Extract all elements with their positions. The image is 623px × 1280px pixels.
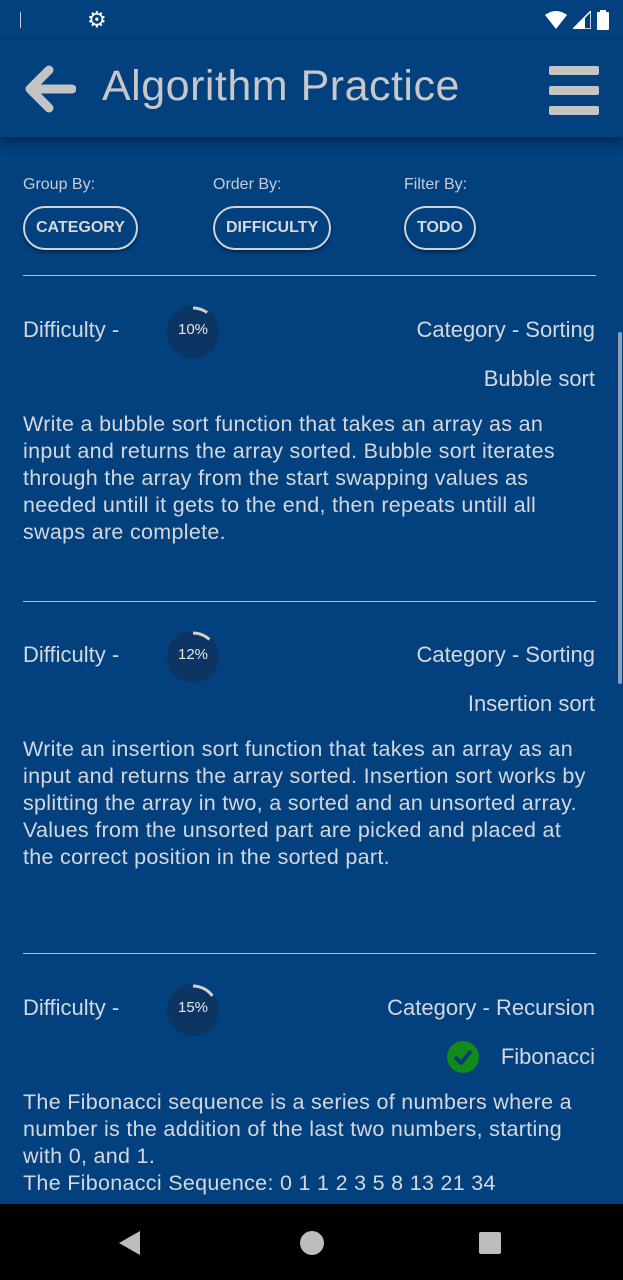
order-by-button[interactable]: DIFFICULTY — [213, 206, 331, 250]
status-divider — [20, 12, 21, 28]
problem-description: Write an insertion sort function that takes an array as an input and returns the array sorted. Insertion sort works by splitting the array in two, a sorted and an unsorted array. Values from the unsorted part are picked and placed at the correct position in the sorted part. — [23, 737, 586, 869]
nav-back-icon[interactable] — [118, 1230, 142, 1256]
page-title: Algorithm Practice — [102, 62, 460, 110]
signal-icon — [573, 11, 591, 29]
group-by-button[interactable]: CATEGORY — [23, 206, 138, 250]
difficulty-progress — [166, 983, 220, 1037]
problem-name: Insertion sort — [467, 691, 595, 716]
divider — [23, 275, 596, 276]
category-label: Category - Sorting — [416, 642, 595, 667]
problem-name: Bubble sort — [483, 366, 595, 391]
order-by-label: Order By: — [213, 176, 282, 193]
filter-by — [404, 176, 476, 250]
difficulty-progress — [166, 630, 220, 684]
group-by-label: Group By: — [23, 176, 96, 193]
difficulty-label: Difficulty - — [23, 995, 120, 1020]
group-by — [23, 176, 138, 250]
completed-check-icon — [447, 1041, 479, 1073]
settings-icon: ⚙ — [87, 7, 107, 32]
description-text: The Fibonacci sequence is a series of numbers where a number is the addition of the last two numbers, starting with 0, and 1. — [23, 1090, 572, 1168]
problem-card[interactable] — [23, 630, 595, 871]
difficulty-progress — [166, 305, 220, 359]
system-nav-bar — [0, 1204, 623, 1280]
problem-description — [23, 1089, 595, 1197]
difficulty-value: 15% — [177, 999, 209, 1016]
difficulty-value: 12% — [177, 646, 209, 663]
status-bar — [0, 0, 623, 40]
filter-by-label: Filter By: — [404, 176, 468, 193]
difficulty-label: Difficulty - — [23, 642, 120, 667]
difficulty-label: Difficulty - — [23, 317, 120, 342]
wifi-icon — [545, 11, 567, 29]
difficulty-value: 10% — [177, 321, 209, 338]
description-sequence: The Fibonacci Sequence: 0 1 1 2 3 5 8 13 21 34 — [23, 1171, 496, 1195]
problem-name: Fibonacci — [500, 1044, 595, 1069]
hamburger-icon[interactable] — [549, 66, 599, 126]
problem-card[interactable] — [23, 305, 595, 546]
app-bar — [0, 40, 623, 137]
arrow-left-icon[interactable] — [24, 64, 76, 114]
problem-card[interactable] — [23, 983, 595, 1197]
filter-by-button[interactable]: TODO — [404, 206, 476, 250]
divider — [23, 953, 596, 954]
problem-description: Write a bubble sort function that takes an array as an input and returns the array sorted. Bubble sort iterates through the array from the start swapping values as needed untill it gets to the end, then repeats untill all swaps are complete. — [23, 412, 555, 544]
nav-recents-icon[interactable] — [479, 1232, 501, 1254]
order-by — [213, 176, 331, 250]
category-label: Category - Sorting — [416, 317, 595, 342]
battery-icon — [597, 10, 609, 30]
divider — [23, 601, 596, 602]
category-label: Category - Recursion — [387, 995, 595, 1020]
scrollbar[interactable] — [618, 332, 622, 684]
nav-home-icon[interactable] — [300, 1231, 324, 1255]
